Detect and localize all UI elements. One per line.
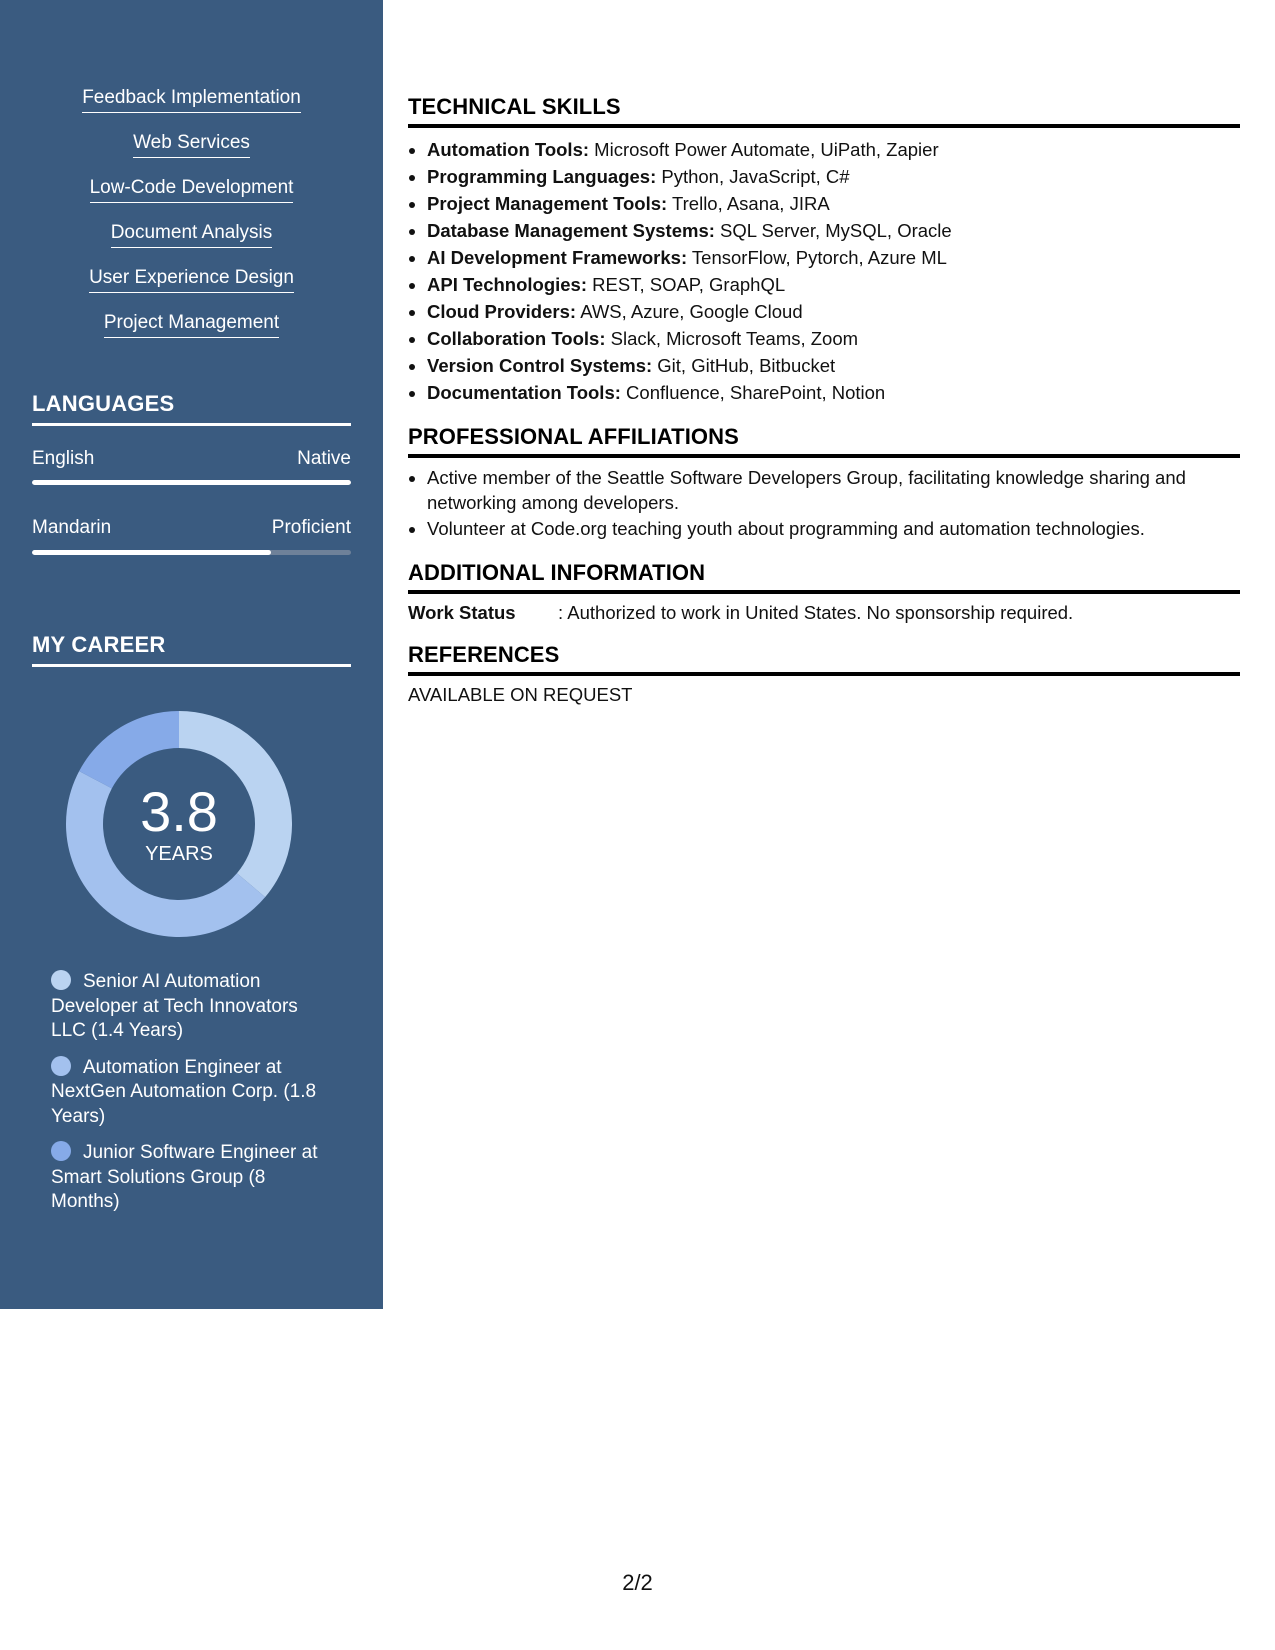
skill-value: SQL Server, MySQL, Oracle [720,220,952,241]
career-item [51,1056,321,1130]
skill-value: Python, JavaScript, C# [661,166,850,187]
career-total-value: 3.8 [140,779,218,843]
career-dot-icon [51,1056,71,1076]
language-row-mandarin [32,517,351,539]
skill-item[interactable]: Project Management [104,311,279,338]
skill-item[interactable]: Document Analysis [111,221,273,248]
skill-item[interactable]: Web Services [133,131,250,158]
career-dot-icon [51,1141,71,1161]
language-row-english [32,448,351,470]
list-item [427,163,1240,190]
career-item [51,1141,321,1215]
career-item [51,970,321,1044]
career-list [51,970,321,1227]
career-total-unit: YEARS [145,842,213,865]
additional-info-heading: ADDITIONAL INFORMATION [408,560,1240,594]
skill-item[interactable]: Low-Code Development [90,176,294,203]
affiliations-list [408,466,1240,542]
list-item [427,379,1240,406]
list-item [427,190,1240,217]
skill-label: Documentation Tools: [427,382,621,403]
skill-label: AI Development Frameworks: [427,247,688,268]
skill-value: TensorFlow, Pytorch, Azure ML [691,247,947,268]
skill-value: REST, SOAP, GraphQL [592,274,786,295]
language-bar-mandarin [32,550,351,555]
career-donut-chart [66,711,292,937]
technical-skills-list [408,136,1240,406]
skill-item[interactable]: Feedback Implementation [82,86,301,113]
references-text: AVAILABLE ON REQUEST [408,683,633,705]
skill-value: Git, GitHub, Bitbucket [657,355,836,376]
list-item: • Active member of the Seattle Software Developers Group, facilitating knowledge sharing and networking among developers. [427,466,1240,515]
language-level: Proficient [271,517,351,538]
career-heading: MY CAREER [32,632,351,667]
skill-label: Programming Languages: [427,166,657,187]
skill-item[interactable]: User Experience Design [89,266,294,293]
skill-label: Project Management Tools: [427,193,668,214]
donut-center [66,711,292,937]
skill-value: AWS, Azure, Google Cloud [580,301,803,322]
technical-skills-heading: TECHNICAL SKILLS [408,94,1240,128]
languages-heading: LANGUAGES [32,391,351,426]
list-item [427,217,1240,244]
language-level: Native [297,448,351,469]
skill-label: API Technologies: [427,274,588,295]
affiliations-heading: PROFESSIONAL AFFILIATIONS [408,424,1240,458]
list-item [427,271,1240,298]
skill-label: Automation Tools: [427,139,590,160]
page-number: 2/2 [622,1570,653,1595]
skill-label: Version Control Systems: [427,355,653,376]
work-status-value: : Authorized to work in United States. No sponsorship required. [558,601,1074,623]
language-bar-fill [32,550,271,555]
career-item-text: Automation Engineer at NextGen Automation Corp. (1.8 Years) [51,1056,317,1127]
language-bar-english [32,480,351,485]
references-heading: REFERENCES [408,642,1240,676]
list-item [427,352,1240,379]
list-item [427,136,1240,163]
language-name: English [32,448,95,469]
list-item [427,244,1240,271]
list-item [427,298,1240,325]
main-content [408,94,1240,706]
work-status-label: Work Status [408,601,516,623]
skill-label: Collaboration Tools: [427,328,606,349]
skill-value: Slack, Microsoft Teams, Zoom [610,328,859,349]
career-dot-icon [51,970,71,990]
skill-label: Database Management Systems: [427,220,715,241]
skill-value: Confluence, SharePoint, Notion [626,382,886,403]
work-status-row [408,602,1240,624]
career-item-text: Senior AI Automation Developer at Tech Innovators LLC (1.4 Years) [51,971,298,1041]
list-item: • Volunteer at Code.org teaching youth about programming and automation technologies. [427,517,1240,542]
language-name: Mandarin [32,517,112,538]
language-bar-fill [32,480,351,485]
career-item-text: Junior Software Engineer at Smart Solutions Group (8 Months) [51,1142,318,1212]
sidebar [0,0,383,1309]
skills-list [0,86,383,356]
list-item [427,325,1240,352]
skill-label: Cloud Providers: [427,301,577,322]
skill-value: Microsoft Power Automate, UiPath, Zapier [594,139,939,160]
skill-value: Trello, Asana, JIRA [672,193,830,214]
